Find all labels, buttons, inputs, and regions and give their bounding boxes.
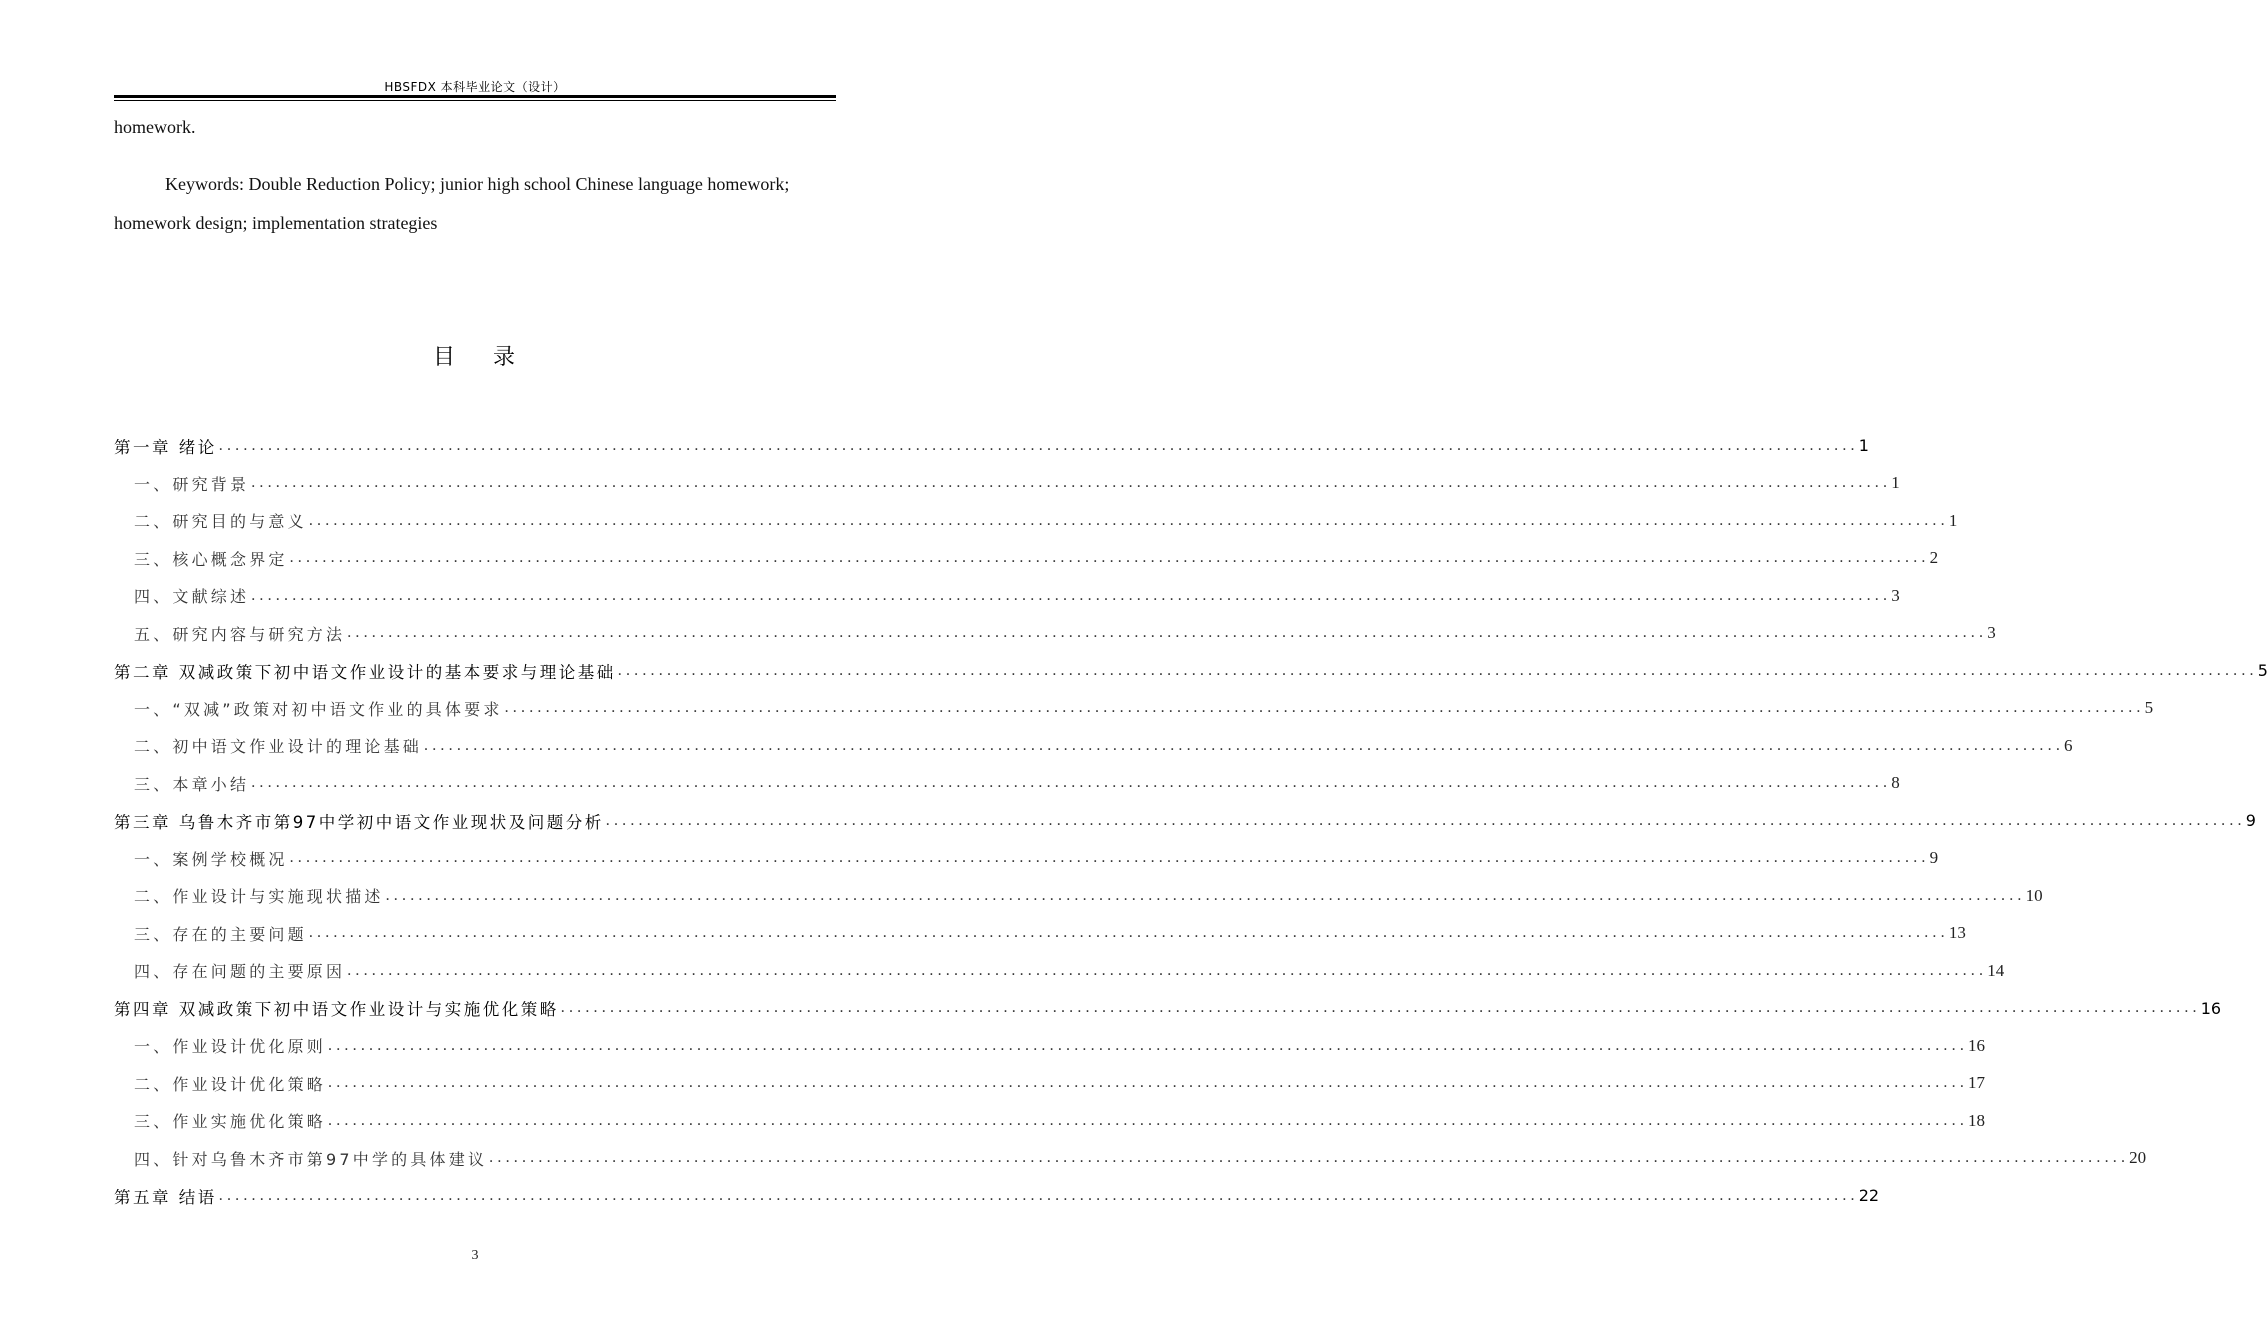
toc-entry-label: 第四章 双减政策下初中语文作业设计与实施优化策略 <box>114 1000 559 1020</box>
toc-section-entry[interactable] <box>114 502 1958 540</box>
toc-entry-page-number: 1 <box>1891 473 1900 493</box>
page-number: 3 <box>471 1248 479 1263</box>
toc-entry-page-number: 20 <box>2129 1148 2147 1168</box>
abstract-last-line: homework. <box>114 117 196 137</box>
toc-title <box>114 340 836 371</box>
toc-section-entry[interactable] <box>114 1065 1986 1103</box>
toc-section-entry[interactable] <box>114 840 1939 878</box>
toc-entry-label: 二、研究目的与意义 <box>134 512 307 532</box>
toc-dot-leader: ........................................................................................................................................................................................................ <box>347 624 1988 642</box>
toc-entry-label: 三、核心概念界定 <box>134 549 288 569</box>
toc-entry-label: 二、初中语文作业设计的理论基础 <box>134 737 423 757</box>
toc-dot-leader: ........................................................................................................................................................................................................ <box>308 924 1949 942</box>
toc-entry-page-number: 8 <box>1891 773 1900 793</box>
toc-dot-leader: ........................................................................................................................................................................................................ <box>328 1036 1969 1054</box>
toc-section-entry[interactable] <box>114 915 1966 953</box>
toc-chapter-entry[interactable] <box>114 1177 1880 1215</box>
toc-entry-label: 一、作业设计优化原则 <box>134 1037 327 1057</box>
toc-entry-label: 三、作业实施优化策略 <box>134 1112 327 1132</box>
toc-dot-leader: ........................................................................................................................................................................................................ <box>251 474 1892 492</box>
toc-entry-label: 四、针对乌鲁木齐市第97中学的具体建议 <box>134 1149 488 1169</box>
toc-entry-label: 第五章 结语 <box>114 1187 217 1207</box>
toc-section-entry[interactable] <box>114 1140 2147 1178</box>
toc-entry-page-number: 3 <box>1987 623 1996 643</box>
toc-dot-leader: ........................................................................................................................................................................................................ <box>617 661 2258 679</box>
toc-entry-page-number: 1 <box>1858 436 1869 456</box>
toc-section-entry[interactable] <box>114 877 2043 915</box>
toc-section-entry[interactable] <box>114 465 1900 503</box>
toc-dot-leader: ........................................................................................................................................................................................................ <box>328 1111 1969 1129</box>
toc-entry-page-number: 9 <box>2245 811 2256 831</box>
toc-title-part-2: 录 <box>493 345 518 370</box>
toc-dot-leader: ........................................................................................................................................................................................................ <box>385 886 2026 904</box>
toc-entry-page-number: 5 <box>2144 698 2154 718</box>
toc-dot-leader: ........................................................................................................................................................................................................ <box>218 436 1859 454</box>
running-header: HBSFDX 本科毕业论文（设计） <box>384 80 566 94</box>
toc-entry-label: 一、研究背景 <box>134 474 250 494</box>
toc-entry-page-number: 18 <box>1968 1110 1986 1130</box>
toc-section-entry[interactable] <box>114 727 2073 765</box>
toc-dot-leader: ........................................................................................................................................................................................................ <box>308 511 1949 529</box>
toc-dot-leader: ........................................................................................................................................................................................................ <box>560 999 2201 1017</box>
toc-entry-page-number: 5 <box>2257 661 2268 681</box>
keywords-line-2: homework design; implementation strategies <box>114 213 438 233</box>
header-rule-thick <box>114 95 836 98</box>
toc-entry-label: 三、存在的主要问题 <box>134 924 307 944</box>
toc-chapter-entry[interactable] <box>114 652 2268 690</box>
toc-title-part-1: 目 <box>432 345 457 370</box>
toc-entry-page-number: 1 <box>1948 510 1958 530</box>
toc-dot-leader: ........................................................................................................................................................................................................ <box>218 1186 1859 1204</box>
toc-section-entry[interactable] <box>114 577 1900 615</box>
toc-entry-page-number: 10 <box>2025 885 2043 905</box>
toc-entry-label: 第二章 双减政策下初中语文作业设计的基本要求与理论基础 <box>114 662 616 682</box>
toc-dot-leader: ........................................................................................................................................................................................................ <box>328 1074 1969 1092</box>
toc-entry-label: 三、本章小结 <box>134 774 250 794</box>
toc-entry-label: 五、研究内容与研究方法 <box>134 624 346 644</box>
toc-entry-page-number: 9 <box>1929 848 1939 868</box>
toc-dot-leader: ........................................................................................................................................................................................................ <box>289 849 1930 867</box>
toc-entry-page-number: 16 <box>2200 998 2222 1018</box>
toc-dot-leader: ........................................................................................................................................................................................................ <box>289 549 1930 567</box>
toc-entry-label: 一、“双减”政策对初中语文作业的具体要求 <box>134 699 503 719</box>
toc-section-entry[interactable] <box>114 540 1939 578</box>
toc-entry-label: 第三章 乌鲁木齐市第97中学初中语文作业现状及问题分析 <box>114 812 604 832</box>
keywords-line-1: Keywords: Double Reduction Policy; junior high school Chinese language homework; <box>165 174 790 194</box>
toc-entry-label: 二、作业设计与实施现状描述 <box>134 887 384 907</box>
toc-dot-leader: ........................................................................................................................................................................................................ <box>251 774 1892 792</box>
toc-dot-leader: ........................................................................................................................................................................................................ <box>489 1149 2130 1167</box>
toc-dot-leader: ........................................................................................................................................................................................................ <box>347 961 1988 979</box>
toc-section-entry[interactable] <box>114 765 1900 803</box>
toc-section-entry[interactable] <box>114 1027 1986 1065</box>
toc-section-entry[interactable] <box>114 615 1996 653</box>
toc-dot-leader: ........................................................................................................................................................................................................ <box>605 811 2246 829</box>
toc-dot-leader: ........................................................................................................................................................................................................ <box>504 699 2145 717</box>
toc-entry-page-number: 14 <box>1987 960 2005 980</box>
toc-chapter-entry[interactable] <box>114 802 2256 840</box>
toc-dot-leader: ........................................................................................................................................................................................................ <box>251 586 1892 604</box>
toc-entry-label: 四、文献综述 <box>134 587 250 607</box>
toc-chapter-entry[interactable] <box>114 427 1869 465</box>
header-rule-thin <box>114 100 836 101</box>
toc-entry-label: 一、案例学校概况 <box>134 849 288 869</box>
toc-chapter-entry[interactable] <box>114 990 2222 1028</box>
toc-section-entry[interactable] <box>114 690 2154 728</box>
toc-entry-page-number: 17 <box>1968 1073 1986 1093</box>
toc-entry-page-number: 2 <box>1929 548 1939 568</box>
table-of-contents <box>114 427 2268 1215</box>
toc-dot-leader: ........................................................................................................................................................................................................ <box>424 736 2065 754</box>
toc-section-entry[interactable] <box>114 952 2005 990</box>
toc-entry-page-number: 3 <box>1891 585 1900 605</box>
toc-entry-page-number: 13 <box>1948 923 1966 943</box>
toc-entry-page-number: 16 <box>1968 1035 1986 1055</box>
toc-section-entry[interactable] <box>114 1102 1986 1140</box>
toc-entry-label: 二、作业设计优化策略 <box>134 1074 327 1094</box>
toc-entry-page-number: 22 <box>1858 1186 1880 1206</box>
toc-entry-page-number: 6 <box>2064 735 2073 755</box>
toc-entry-label: 第一章 绪论 <box>114 437 217 457</box>
toc-entry-label: 四、存在问题的主要原因 <box>134 962 346 982</box>
